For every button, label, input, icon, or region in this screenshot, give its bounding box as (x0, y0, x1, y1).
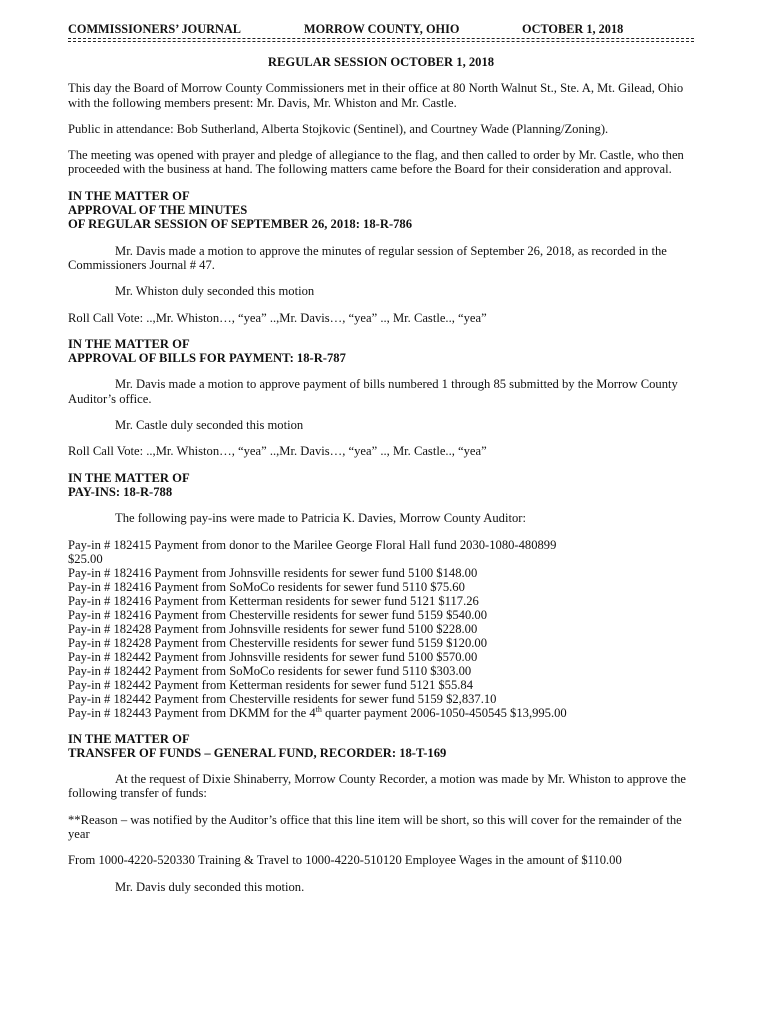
payin-line: Pay-in # 182416 Payment from Chesterville residents for sewer fund 5159 $540.00 (68, 607, 488, 622)
matter-1-heading-line-1: IN THE MATTER OF (68, 188, 190, 203)
matter-2-heading (68, 337, 694, 366)
payin-line: Pay-in # 182416 Payment from Ketterman residents for sewer fund 5121 $117.26 (68, 593, 479, 608)
matter-3-heading-line-2: PAY-INS: 18-R-788 (68, 484, 173, 499)
payin-last-superscript: th (315, 704, 322, 714)
matter-3-intro: The following pay-ins were made to Patricia K. Davies, Morrow County Auditor: (115, 511, 526, 526)
matter-4-heading-line-1: IN THE MATTER OF (68, 731, 190, 746)
matter-1-heading-line-2: APPROVAL OF THE MINUTES (68, 203, 248, 218)
header-journal-name: COMMISSIONERS’ JOURNAL (68, 22, 241, 36)
matter-3-heading (68, 471, 694, 500)
matter-4-transfer: From 1000-4220-520330 Training & Travel to 1000-4220-510120 Employee Wages in the amount of $110.00 (68, 853, 622, 868)
payin-last-start: Pay-in # 182443 Payment from DKMM for the 4 (68, 705, 316, 720)
matter-1-heading (68, 189, 694, 232)
journal-header (68, 22, 694, 37)
header-county: MORROW COUNTY, OHIO (304, 22, 460, 36)
intro-paragraph-3: The meeting was opened with prayer and pledge of allegiance to the flag, and then called to order by Mr. Castle, who then proceeded with the business at hand. The following matters came before the Board for their consideration and approval. (68, 148, 684, 177)
header-date: OCTOBER 1, 2018 (522, 22, 624, 36)
matter-4-heading (68, 732, 694, 761)
matter-2-roll-call: Roll Call Vote: ..,Mr. Whiston…, “yea” ..,Mr. Davis…, “yea” .., Mr. Castle.., “yea” (68, 444, 487, 459)
matter-4-second: Mr. Davis duly seconded this motion. (115, 879, 305, 894)
intro-paragraph-2: Public in attendance: Bob Sutherland, Alberta Stojkovic (Sentinel), and Courtney Wade (Planning/Zoning). (68, 121, 609, 136)
payin-line: Pay-in # 182442 Payment from Johnsville residents for sewer fund 5100 $570.00 (68, 649, 478, 664)
header-divider (68, 38, 694, 42)
matter-1-motion: Mr. Davis made a motion to approve the minutes of regular session of September 26, 2018, as recorded in the Commissioners Journal # 47. (68, 243, 667, 272)
payin-list (68, 538, 694, 720)
matter-3-heading-line-1: IN THE MATTER OF (68, 470, 190, 485)
session-title: REGULAR SESSION OCTOBER 1, 2018 (267, 55, 495, 69)
payin-line: Pay-in # 182442 Payment from Chesterville residents for sewer fund 5159 $2,837.10 (68, 691, 497, 706)
payin-last-end: quarter payment 2006-1050-450545 $13,995.00 (321, 705, 567, 720)
payin-line: Pay-in # 182415 Payment from donor to the Marilee George Floral Hall fund 2030-1080-480899 (68, 537, 557, 552)
intro-paragraph-1: This day the Board of Morrow County Commissioners met in their office at 80 North Walnut St., Ste. A, Mt. Gilead, Ohio with the following members present: Mr. Davis, Mr. Whiston and Mr. Castle. (68, 81, 684, 110)
payin-line: Pay-in # 182428 Payment from Chesterville residents for sewer fund 5159 $120.00 (68, 635, 488, 650)
payin-line: Pay-in # 182442 Payment from Ketterman residents for sewer fund 5121 $55.84 (68, 677, 474, 692)
payin-line: Pay-in # 182416 Payment from Johnsville residents for sewer fund 5100 $148.00 (68, 565, 478, 580)
payin-line: $25.00 (68, 551, 103, 566)
payin-line: Pay-in # 182416 Payment from SoMoCo residents for sewer fund 5110 $75.60 (68, 579, 465, 594)
matter-2-heading-line-1: IN THE MATTER OF (68, 336, 190, 351)
matter-4-request: At the request of Dixie Shinaberry, Morrow County Recorder, a motion was made by Mr. Whiston to approve the following transfer of funds: (68, 772, 686, 801)
journal-page (68, 22, 694, 906)
matter-2-heading-line-2: APPROVAL OF BILLS FOR PAYMENT: 18-R-787 (68, 351, 346, 366)
matter-1-roll-call: Roll Call Vote: ..,Mr. Whiston…, “yea” ..,Mr. Davis…, “yea” .., Mr. Castle.., “yea” (68, 310, 487, 325)
matter-4-heading-line-2: TRANSFER OF FUNDS – GENERAL FUND, RECORDER: 18-T-169 (68, 745, 447, 760)
matter-1-second: Mr. Whiston duly seconded this motion (115, 284, 315, 299)
matter-4-reason: **Reason – was notified by the Auditor’s office that this line item will be short, so this will cover for the remainder of the year (68, 812, 682, 842)
payin-line: Pay-in # 182428 Payment from Johnsville residents for sewer fund 5100 $228.00 (68, 621, 478, 636)
matter-2-second: Mr. Castle duly seconded this motion (115, 418, 304, 433)
payin-line: Pay-in # 182442 Payment from SoMoCo residents for sewer fund 5110 $303.00 (68, 663, 472, 678)
payin-line-last (68, 706, 694, 720)
matter-1-heading-line-3: OF REGULAR SESSION OF SEPTEMBER 26, 2018: 18-R-786 (68, 217, 413, 232)
matter-2-motion: Mr. Davis made a motion to approve payment of bills numbered 1 through 85 submitted by the Morrow County Auditor’s office. (68, 377, 678, 406)
